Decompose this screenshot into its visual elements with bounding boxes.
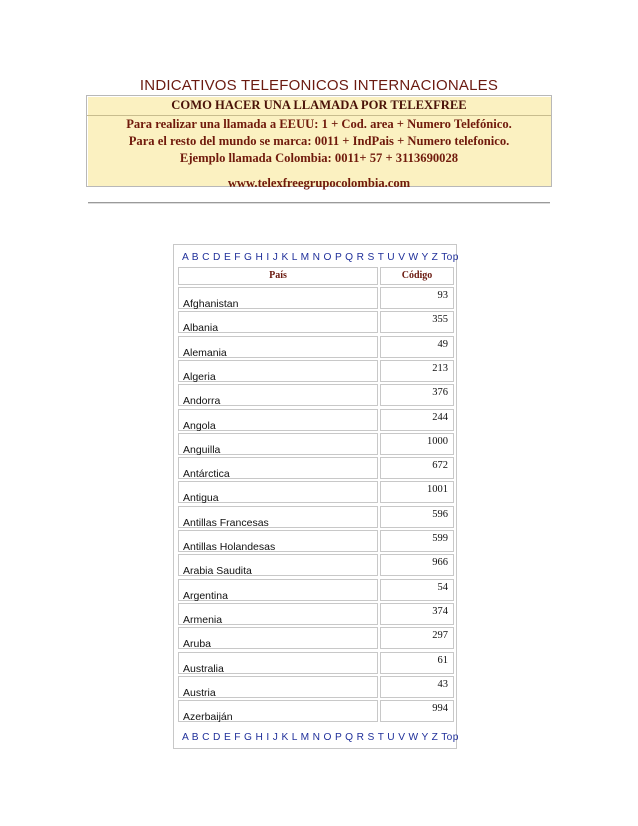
country-name-cell: Austria bbox=[178, 676, 378, 698]
alphabet-link-z[interactable]: Z bbox=[431, 732, 439, 743]
country-code-cell: 244 bbox=[380, 409, 454, 431]
alphabet-link-y[interactable]: Y bbox=[421, 732, 429, 743]
alphabet-link-e[interactable]: E bbox=[223, 732, 232, 743]
alphabet-link-d[interactable]: D bbox=[213, 252, 221, 263]
country-name-cell: Andorra bbox=[178, 384, 378, 406]
country-name-cell: Aruba bbox=[178, 627, 378, 649]
alphabet-link-i[interactable]: I bbox=[266, 732, 270, 743]
alphabet-link-f[interactable]: F bbox=[234, 252, 241, 263]
country-name-cell: Australia bbox=[178, 652, 378, 674]
country-code-cell: 93 bbox=[380, 287, 454, 309]
instructions-heading: COMO HACER UNA LLAMADA POR TELEXFREE bbox=[87, 96, 551, 116]
alphabet-link-w[interactable]: W bbox=[408, 732, 419, 743]
country-name-cell: Antillas Holandesas bbox=[178, 530, 378, 552]
country-code-cell: 672 bbox=[380, 457, 454, 479]
alphabet-link-q[interactable]: Q bbox=[345, 732, 354, 743]
alphabet-link-g[interactable]: G bbox=[244, 732, 253, 743]
country-code-cell: 49 bbox=[380, 336, 454, 358]
country-code-cell: 297 bbox=[380, 627, 454, 649]
instructions-usa-line: Para realizar una llamada a EEUU: 1 + Cod. area + Numero Telefónico. bbox=[126, 117, 512, 131]
alphabet-link-v[interactable]: V bbox=[398, 252, 406, 263]
country-codes-table bbox=[173, 244, 457, 749]
country-name-cell: Antigua bbox=[178, 481, 378, 503]
country-name-cell: Algeria bbox=[178, 360, 378, 382]
alphabet-link-r[interactable]: R bbox=[356, 252, 365, 263]
country-code-cell: 61 bbox=[380, 652, 454, 674]
alphabet-nav-top[interactable] bbox=[182, 252, 459, 263]
country-name-cell: Azerbaiján bbox=[178, 700, 378, 722]
alphabet-link-m[interactable]: M bbox=[300, 732, 310, 743]
country-code-cell: 213 bbox=[380, 360, 454, 382]
alphabet-link-h[interactable]: H bbox=[255, 732, 264, 743]
alphabet-link-h[interactable]: H bbox=[255, 252, 264, 263]
alphabet-link-k[interactable]: K bbox=[281, 252, 289, 263]
alphabet-link-b[interactable]: B bbox=[191, 252, 199, 263]
country-code-cell: 54 bbox=[380, 579, 454, 601]
alphabet-link-p[interactable]: P bbox=[335, 252, 342, 263]
alphabet-link-t[interactable]: T bbox=[377, 732, 385, 743]
alphabet-link-q[interactable]: Q bbox=[345, 252, 354, 263]
alphabet-link-y[interactable]: Y bbox=[421, 252, 429, 263]
instructions-world-line: Para el resto del mundo se marca: 0011 + IndPais + Numero telefonico. bbox=[128, 134, 510, 148]
country-name-cell: Antárctica bbox=[178, 457, 378, 479]
alphabet-link-a[interactable]: A bbox=[182, 732, 189, 743]
country-name-cell: Arabia Saudita bbox=[178, 554, 378, 576]
alphabet-link-p[interactable]: P bbox=[335, 732, 342, 743]
alphabet-link-i[interactable]: I bbox=[266, 252, 270, 263]
column-header-code: Código bbox=[380, 267, 454, 285]
alphabet-link-w[interactable]: W bbox=[408, 252, 419, 263]
country-name-cell: Argentina bbox=[178, 579, 378, 601]
instructions-example-line: Ejemplo llamada Colombia: 0011+ 57 + 3113690028 bbox=[179, 151, 459, 165]
alphabet-nav-bottom[interactable] bbox=[182, 732, 459, 743]
country-name-cell: Anguilla bbox=[178, 433, 378, 455]
country-code-cell: 374 bbox=[380, 603, 454, 625]
column-header-country: País bbox=[178, 267, 378, 285]
horizontal-divider bbox=[88, 202, 550, 204]
alphabet-link-b[interactable]: B bbox=[191, 732, 199, 743]
instructions-box bbox=[86, 95, 552, 190]
country-code-cell: 43 bbox=[380, 676, 454, 698]
country-code-cell: 376 bbox=[380, 384, 454, 406]
alphabet-link-k[interactable]: K bbox=[281, 732, 289, 743]
country-code-cell: 599 bbox=[380, 530, 454, 552]
country-name-cell: Angola bbox=[178, 409, 378, 431]
country-code-cell: 596 bbox=[380, 506, 454, 528]
country-code-cell: 994 bbox=[380, 700, 454, 722]
alphabet-link-j[interactable]: J bbox=[272, 252, 279, 263]
country-name-cell: Antillas Francesas bbox=[178, 506, 378, 528]
alphabet-link-g[interactable]: G bbox=[244, 252, 253, 263]
alphabet-link-o[interactable]: O bbox=[323, 252, 332, 263]
alphabet-link-top[interactable]: Top bbox=[441, 252, 459, 263]
alphabet-link-u[interactable]: U bbox=[387, 732, 395, 743]
alphabet-link-m[interactable]: M bbox=[300, 252, 310, 263]
alphabet-link-d[interactable]: D bbox=[213, 732, 221, 743]
alphabet-link-l[interactable]: L bbox=[291, 732, 298, 743]
alphabet-link-l[interactable]: L bbox=[291, 252, 298, 263]
country-name-cell: Afghanistan bbox=[178, 287, 378, 309]
alphabet-link-n[interactable]: N bbox=[312, 252, 321, 263]
country-name-cell: Armenia bbox=[178, 603, 378, 625]
alphabet-link-top[interactable]: Top bbox=[441, 732, 459, 743]
country-code-cell: 1001 bbox=[380, 481, 454, 503]
alphabet-link-s[interactable]: S bbox=[367, 732, 375, 743]
alphabet-link-a[interactable]: A bbox=[182, 252, 189, 263]
alphabet-link-e[interactable]: E bbox=[223, 252, 232, 263]
country-code-cell: 355 bbox=[380, 311, 454, 333]
alphabet-link-f[interactable]: F bbox=[234, 732, 241, 743]
country-code-cell: 966 bbox=[380, 554, 454, 576]
alphabet-link-z[interactable]: Z bbox=[431, 252, 439, 263]
alphabet-link-n[interactable]: N bbox=[312, 732, 321, 743]
alphabet-link-v[interactable]: V bbox=[398, 732, 406, 743]
alphabet-link-t[interactable]: T bbox=[377, 252, 385, 263]
country-code-cell: 1000 bbox=[380, 433, 454, 455]
alphabet-link-o[interactable]: O bbox=[323, 732, 332, 743]
country-name-cell: Albania bbox=[178, 311, 378, 333]
country-name-cell: Alemania bbox=[178, 336, 378, 358]
alphabet-link-r[interactable]: R bbox=[356, 732, 365, 743]
alphabet-link-s[interactable]: S bbox=[367, 252, 375, 263]
alphabet-link-c[interactable]: C bbox=[202, 252, 210, 263]
alphabet-link-j[interactable]: J bbox=[272, 732, 279, 743]
page-title: INDICATIVOS TELEFONICOS INTERNACIONALES bbox=[139, 77, 499, 94]
alphabet-link-c[interactable]: C bbox=[202, 732, 210, 743]
website-link[interactable]: www.telexfreegrupocolombia.com bbox=[227, 176, 411, 190]
alphabet-link-u[interactable]: U bbox=[387, 252, 395, 263]
